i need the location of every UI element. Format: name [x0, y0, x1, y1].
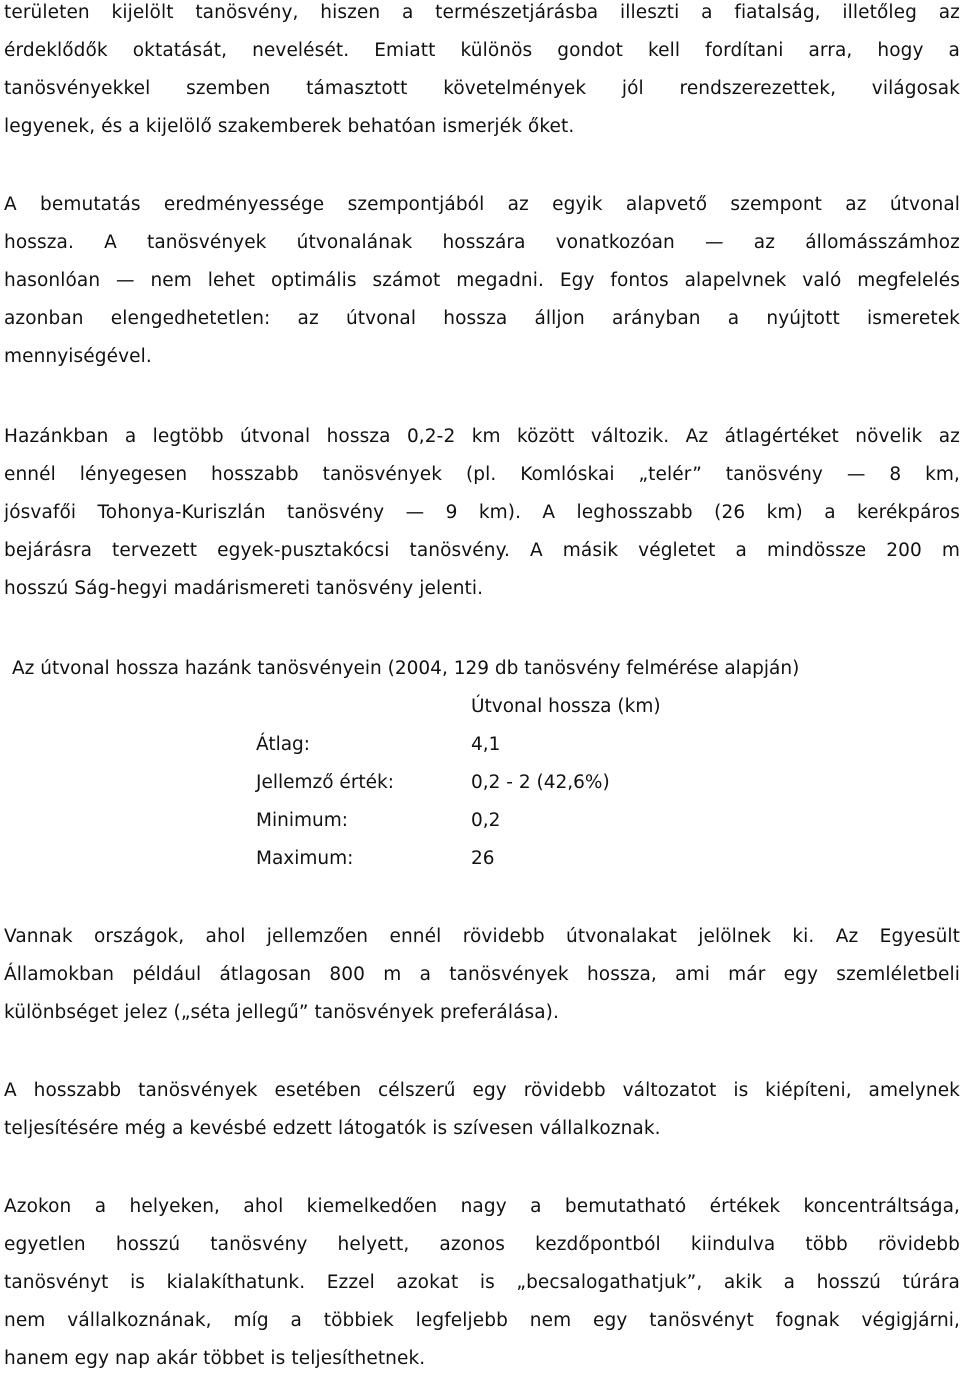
- text-line: A bemutatás eredményessége szempontjából az egyik alapvető szempont az útvonal: [4, 194, 960, 215]
- text-line: jósvafői Tohonya-Kuriszlán tanösvény — 9 km). A leghosszabb (26 km) a kerékpáros: [4, 502, 960, 523]
- text-line: területen kijelölt tanösvény, hiszen a természetjárásba illeszti a fiatalság, illetőleg az: [4, 2, 960, 23]
- row-value: 0,2 - 2 (42,6%): [471, 772, 610, 793]
- text-line: Államokban például átlagosan 800 m a tanösvények hossza, ami már egy szemléletbeli: [4, 964, 960, 985]
- text-line: hossza. A tanösvények útvonalának hosszára vonatkozóan — az állomásszámhoz: [4, 232, 960, 253]
- text-line: tanösvényekkel szemben támasztott követelmények jól rendszerezettek, világosak: [4, 78, 960, 99]
- text-line: különbséget jelez („séta jellegű” tanösvények preferálása).: [4, 1002, 559, 1023]
- text-line: mennyiségével.: [4, 346, 152, 367]
- table-title: Az útvonal hossza hazánk tanösvényein (2004, 129 db tanösvény felmérése alapján): [12, 658, 800, 679]
- text-line: Vannak országok, ahol jellemzően ennél rövidebb útvonalakat jelölnek ki. Az Egyesült: [4, 926, 960, 947]
- text-line: tanösvényt is kialakíthatunk. Ezzel azokat is „becsalogathatjuk”, akik a hosszú túrára: [4, 1272, 960, 1293]
- table-row: [0, 726, 960, 764]
- text-line: nem vállalkoznának, míg a többiek legfeljebb nem egy tanösvényt fognak végigjárni,: [4, 1310, 960, 1331]
- table-row: [0, 840, 960, 878]
- row-value: 26: [471, 848, 495, 869]
- row-value: 0,2: [471, 810, 501, 831]
- text-line: bejárásra tervezett egyek-pusztakócsi tanösvény. A másik végletet a mindössze 200 m: [4, 540, 960, 561]
- row-label: Minimum:: [256, 810, 348, 831]
- text-line: legyenek, és a kijelölő szakemberek behatóan ismerjék őket.: [4, 116, 575, 137]
- table-row: [0, 764, 960, 802]
- text-line: hosszú Ság-hegyi madárismereti tanösvény jelenti.: [4, 578, 484, 599]
- row-label: Átlag:: [256, 734, 311, 755]
- text-line: hanem egy nap akár többet is teljesíthetnek.: [4, 1348, 426, 1369]
- text-line: egyetlen hosszú tanösvény helyett, azonos kezdőpontból kiindulva több rövidebb: [4, 1234, 960, 1255]
- text-line: ennél lényegesen hosszabb tanösvények (pl. Komlóskai „telér” tanösvény — 8 km,: [4, 464, 960, 485]
- table-row: [0, 802, 960, 840]
- text-line: Hazánkban a legtöbb útvonal hossza 0,2-2 km között változik. Az átlagértéket növelik az: [4, 426, 960, 447]
- row-value: 4,1: [471, 734, 501, 755]
- table-column-header: Útvonal hossza (km): [471, 696, 661, 717]
- text-line: teljesítésére még a kevésbé edzett látogatók is szívesen vállalkoznak.: [4, 1118, 661, 1139]
- text-line: Azokon a helyeken, ahol kiemelkedően nagy a bemutatható értékek koncentráltsága,: [4, 1196, 960, 1217]
- row-label: Jellemző érték:: [256, 772, 395, 793]
- text-line: azonban elengedhetetlen: az útvonal hossza álljon arányban a nyújtott ismeretek: [4, 308, 960, 329]
- row-label: Maximum:: [256, 848, 354, 869]
- text-line: érdeklődők oktatását, nevelését. Emiatt különös gondot kell fordítani arra, hogy a: [4, 40, 960, 61]
- text-line: hasonlóan — nem lehet optimális számot megadni. Egy fontos alapelvnek való megfelelés: [4, 270, 960, 291]
- text-line: A hosszabb tanösvények esetében célszerű egy rövidebb változatot is kiépíteni, amelynek: [4, 1080, 960, 1101]
